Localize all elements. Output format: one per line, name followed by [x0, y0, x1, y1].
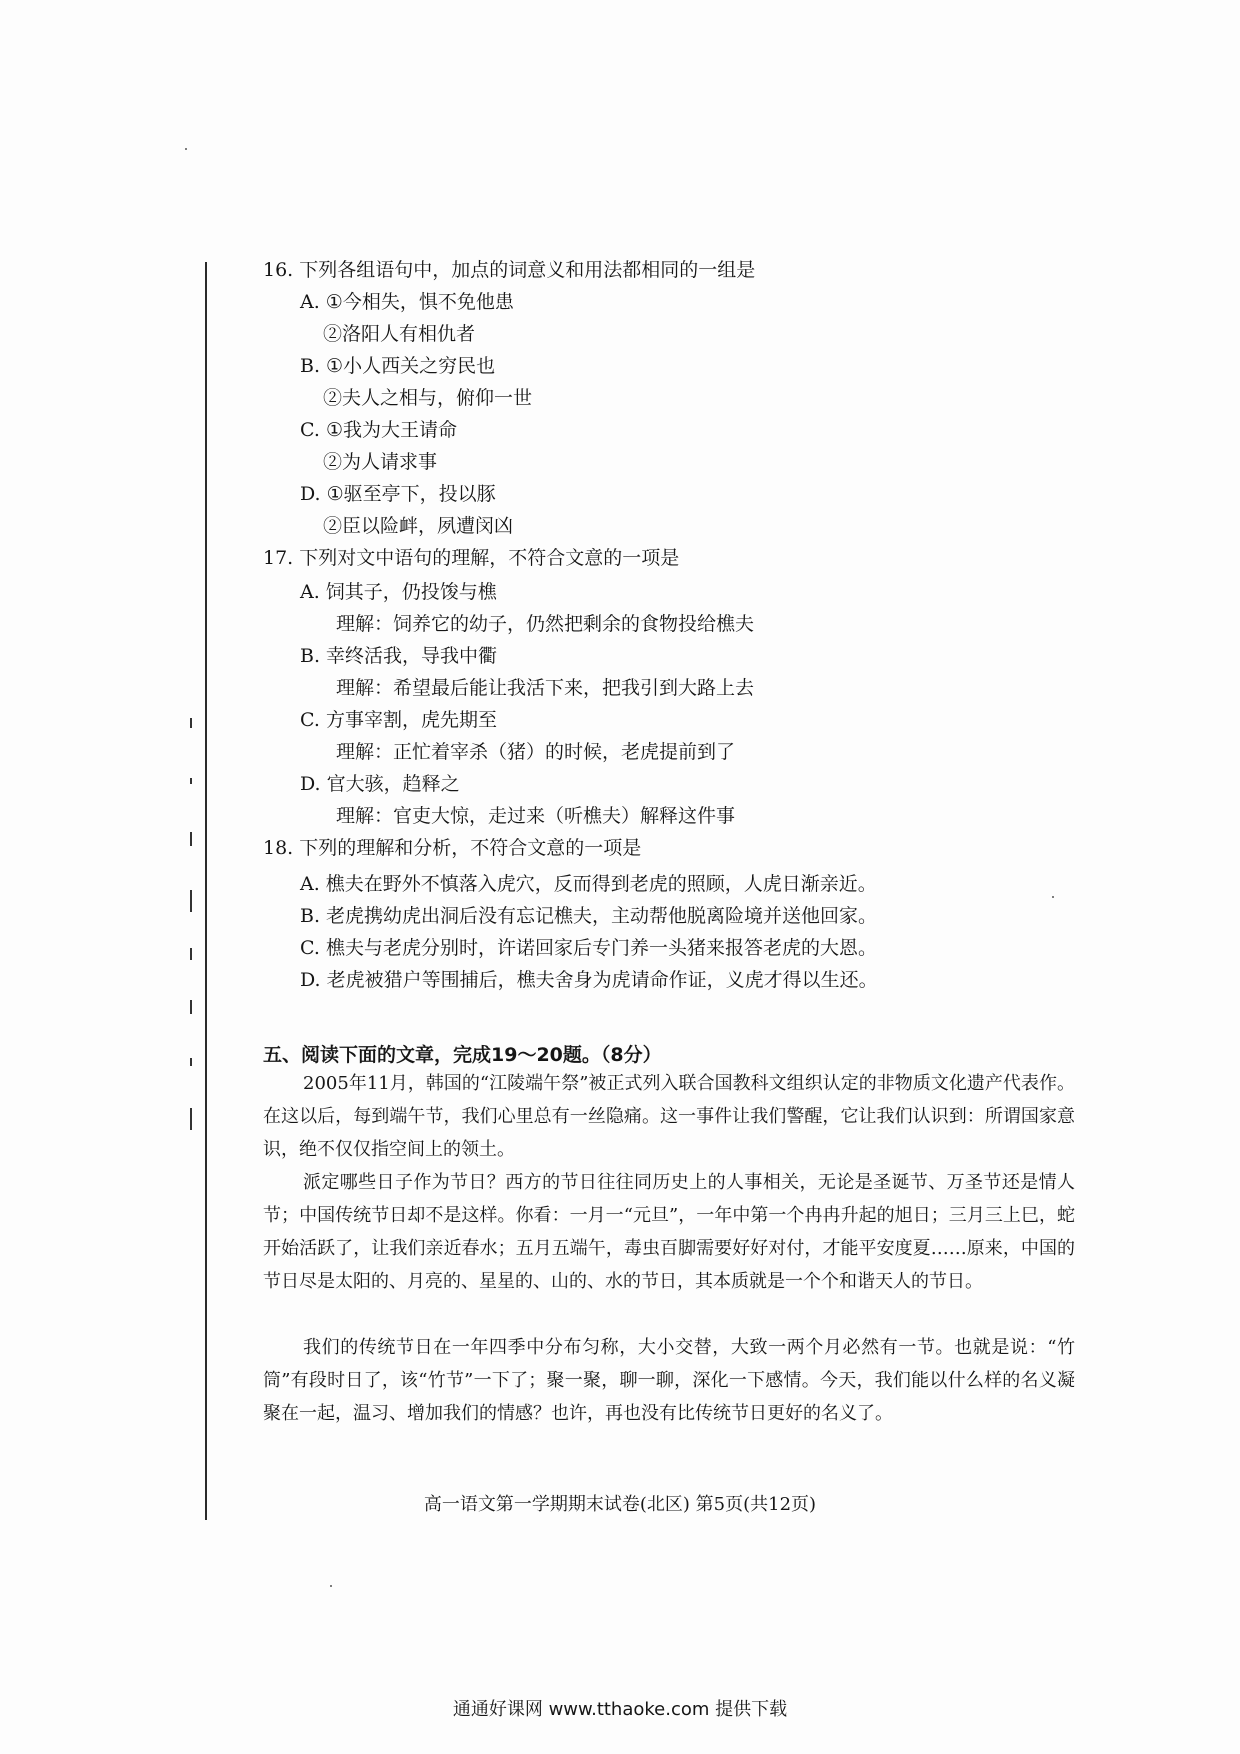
page-footer-title: 高一语文第一学期期末试卷(北区) 第5页(共12页): [423, 1494, 817, 1515]
q16-option-c-second: ②为人请求事: [323, 451, 438, 473]
q16-option-b-second: ②夫人之相与，俯仰一世: [323, 387, 533, 409]
q17-option-d-explain: 理解：官吏大惊，走过来（听樵夫）解释这件事: [336, 805, 736, 827]
question-17-stem: 17. 下列对文中语句的理解，不符合文意的一项是: [263, 547, 680, 569]
passage-paragraph-1: 2005年11月，韩国的“江陵端午祭”被正式列入联合国教科文组织认定的非物质文化遗产代表作。在这以后，每到端午节，我们心里总有一丝隐痛。这一事件让我们警醒，它让我们认识到：所谓国家意识，绝不仅仅指空间上的领土。: [263, 1073, 1075, 1160]
q16-option-b: B. ①小人西关之穷民也: [300, 355, 496, 377]
q17-option-a: A. 饲其子，仍投馂与樵: [300, 581, 497, 603]
section-5-title: 五、阅读下面的文章，完成19～20题。（8分）: [263, 1044, 662, 1066]
q16-option-c: C. ①我为大王请命: [300, 419, 457, 441]
margin-mark: [190, 1058, 192, 1066]
scan-speck: [330, 1585, 332, 1587]
q17-option-d: D. 官大骇，趋释之: [300, 773, 460, 795]
q17-option-c: C. 方事宰割，虎先期至: [300, 709, 497, 731]
q18-option-b: B. 老虎携幼虎出洞后没有忘记樵夫，主动帮他脱离险境并送他回家。: [300, 905, 878, 927]
margin-mark: [190, 1108, 192, 1130]
scan-speck: [185, 148, 187, 150]
q16-option-d-second: ②臣以险衅，夙遭闵凶: [323, 515, 514, 537]
question-18-stem: 18. 下列的理解和分析，不符合文意的一项是: [263, 837, 642, 859]
margin-mark: [190, 948, 192, 960]
q16-option-a: A. ①今相失，惧不免他患: [300, 291, 514, 313]
passage-paragraph-3: 我们的传统节日在一年四季中分布匀称，大小交替，大致一两个月必然有一节。也就是说：“竹筒”有段时日了，该“竹节”一下了；聚一聚，聊一聊，深化一下感情。今天，我们能以什么样的名义凝聚在一起，温习、增加我们的情感？也许，再也没有比传统节日更好的名义了。: [263, 1337, 1075, 1424]
margin-mark: [190, 778, 192, 784]
margin-mark: [190, 1000, 192, 1014]
q18-option-c: C. 樵夫与老虎分别时，许诺回家后专门养一头猪来报答老虎的大恩。: [300, 937, 877, 959]
q16-option-a-second: ②洛阳人有相仇者: [323, 323, 476, 345]
scan-speck: [1052, 896, 1054, 898]
q16-option-d: D. ①驱至亭下，投以豚: [300, 483, 496, 505]
download-site-line: 通通好课网 www.tthaoke.com 提供下载: [452, 1699, 788, 1720]
q18-option-d: D. 老虎被猎户等围捕后，樵夫舍身为虎请命作证，义虎才得以生还。: [300, 969, 878, 991]
passage-paragraph-2: 派定哪些日子作为节日？西方的节日往往同历史上的人事相关，无论是圣诞节、万圣节还是情人节；中国传统节日却不是这样。你看：一月一“元旦”，一年中第一个冉冉升起的旭日；三月三上巳，蛇开始活跃了，让我们亲近春水；五月五端午，毒虫百脚需要好好对付，才能平安度夏……原来，中国的节日尽是太阳的、月亮的、星星的、山的、水的节日，其本质就是一个个和谐天人的节日。: [263, 1172, 1075, 1292]
q17-option-c-explain: 理解：正忙着宰杀（猪）的时候，老虎提前到了: [336, 741, 736, 763]
q17-option-a-explain: 理解：饲养它的幼子，仍然把剩余的食物投给樵夫: [336, 613, 755, 635]
q17-option-b: B. 幸终活我，导我中衢: [300, 645, 498, 667]
margin-mark: [190, 890, 192, 912]
margin-mark: [190, 832, 192, 846]
q18-option-a: A. 樵夫在野外不慎落入虎穴，反而得到老虎的照顾，人虎日渐亲近。: [300, 873, 877, 895]
q17-option-b-explain: 理解：希望最后能让我活下来，把我引到大路上去: [336, 677, 755, 699]
question-16-stem: 16. 下列各组语句中，加点的词意义和用法都相同的一组是: [263, 259, 756, 281]
binding-margin-line: [205, 262, 207, 1520]
margin-mark: [190, 718, 192, 728]
